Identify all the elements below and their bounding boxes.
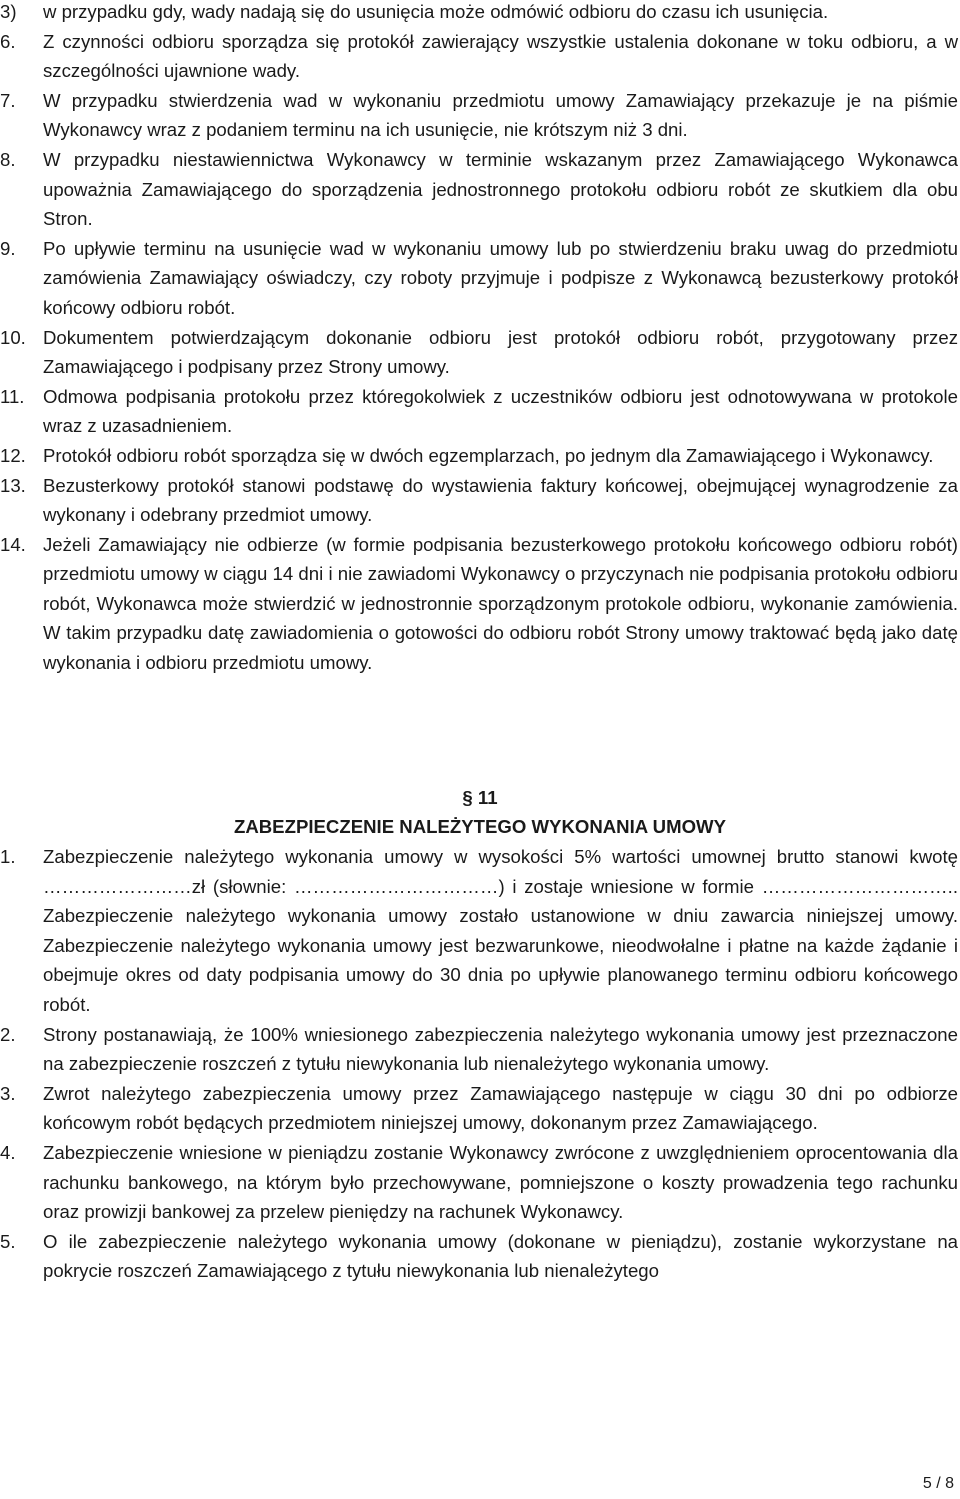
- item-number: 2.: [0, 1023, 16, 1045]
- list-item: [0, 1079, 960, 1138]
- item-text: Zabezpieczenie wniesione w pieniądzu zostanie Wykonawcy zwrócone z uwzględnieniem oprocentowania dla rachunku bankowego, na którym było przechowywane, pomniejszone o koszty prowadzenia tego rachunku oraz prowizji bankowej za przelew pieniędzy na rachunek Wykonawcy.: [43, 1141, 958, 1223]
- item-text: W przypadku niestawiennictwa Wykonawcy w terminie wskazanym przez Zamawiającego Wykonawca upoważnia Zamawiającego do sporządzenia jednostronnego protokołu odbioru robót ze skutkiem dla obu Stron.: [43, 148, 958, 230]
- item-number: 5.: [0, 1230, 16, 1252]
- item-text: Zabezpieczenie należytego wykonania umowy w wysokości 5% wartości umownej brutto stanowi kwotę ……………………zł (słownie: ……………………………) i zostaje wniesione w formie ………………………….. Zabezpieczenie należytego wykonania umowy zostało ustanowione w dniu zawarcia niniejszej umowy. Zabezpieczenie należytego wykonania umowy jest bezwarunkowe, nieodwołalne i płatne na każde żądanie i obejmuje okres od daty podpisania umowy do 30 dnia po upływie planowanego terminu odbioru końcowego robót.: [43, 846, 958, 1015]
- item-text: Protokół odbioru robót sporządza się w dwóch egzemplarzach, po jednym dla Zamawiającego i Wykonawcy.: [43, 444, 934, 466]
- section-number: § 11: [462, 787, 498, 808]
- item-number: 7.: [0, 89, 16, 111]
- item-text: w przypadku gdy, wady nadają się do usunięcia może odmówić odbioru do czasu ich usunięcia.: [43, 1, 829, 22]
- list-item: [0, 27, 960, 86]
- item-text: Odmowa podpisania protokołu przez któregokolwiek z uczestników odbioru jest odnotowywana w protokole wraz z uzasadnieniem.: [43, 385, 958, 437]
- list-item: [0, 842, 960, 1020]
- item-number: 3): [0, 1, 17, 22]
- item-text: O ile zabezpieczenie należytego wykonania umowy (dokonane w pieniądzu), zostanie wykorzystane na pokrycie roszczeń Zamawiającego z tytułu niewykonania lub nienależytego: [43, 1230, 958, 1282]
- item-number: 9.: [0, 237, 16, 259]
- list-item: [0, 1227, 960, 1286]
- clause-list-receipt: [0, 0, 960, 678]
- list-item: [0, 382, 960, 441]
- item-text: Po upływie terminu na usunięcie wad w wykonaniu umowy lub po stwierdzeniu braku uwag do przedmiotu zamówienia Zamawiający oświadczy, czy roboty przyjmuje i podpisze z Wykonawcą bezusterkowy protokół końcowy odbioru robót.: [43, 237, 958, 318]
- item-text: W przypadku stwierdzenia wad w wykonaniu przedmiotu umowy Zamawiający przekazuje je na piśmie Wykonawcy wraz z podaniem terminu na ich usunięcie, nie krótszym niż 3 dni.: [43, 89, 958, 141]
- section-title: ZABEZPIECZENIE NALEŻYTEGO WYKONANIA UMOWY: [233, 816, 727, 837]
- item-number: 4.: [0, 1141, 16, 1163]
- item-number: 11.: [0, 385, 25, 407]
- list-item: [0, 1138, 960, 1227]
- list-item: [0, 471, 960, 530]
- item-number: 3.: [0, 1082, 16, 1104]
- item-number: 13.: [0, 474, 26, 496]
- item-number: 1.: [0, 846, 16, 867]
- item-number: 10.: [0, 326, 26, 348]
- list-item: [0, 1020, 960, 1079]
- list-item: [0, 234, 960, 323]
- item-text: Z czynności odbioru sporządza się protokół zawierający wszystkie ustalenia dokonane w toku odbioru, a w szczególności ujawnione wady.: [43, 30, 958, 82]
- list-item: [0, 145, 960, 234]
- item-text: Bezusterkowy protokół stanowi podstawę do wystawienia faktury końcowej, obejmującej wynagrodzenie za wykonany i odebrany przedmiot umowy.: [43, 474, 958, 526]
- list-item: [0, 530, 960, 678]
- clause-list-security: [0, 842, 960, 1286]
- item-text: Dokumentem potwierdzającym dokonanie odbioru jest protokół odbioru robót, przygotowany przez Zamawiającego i podpisany przez Strony umowy.: [43, 326, 958, 378]
- list-item: [0, 323, 960, 382]
- item-text: Strony postanawiają, że 100% wniesionego zabezpieczenia należytego wykonania umowy jest przeznaczone na zabezpieczenie roszczeń z tytułu niewykonania lub nienależytego wykonania umowy.: [43, 1023, 958, 1075]
- item-number: 12.: [0, 444, 26, 466]
- list-item: [0, 86, 960, 145]
- item-text: Zwrot należytego zabezpieczenia umowy przez Zamawiającego następuje w ciągu 30 dni po odbiorze końcowym robót będących przedmiotem niniejszej umowy, dokonanym przez Zamawiającego.: [43, 1082, 958, 1134]
- item-text: Jeżeli Zamawiający nie odbierze (w formie podpisania bezusterkowego protokołu końcowego odbioru robót) przedmiotu umowy w ciągu 14 dni i nie zawiadomi Wykonawcy o przyczynach nie podpisania protokołu odbioru robót, Wykonawca może stwierdzić w jednostronnie sporządzonym protokole odbioru, wykonanie zamówienia. W takim przypadku datę zawiadomienia o gotowości do odbioru robót Strony umowy traktować będą jako datę wykonania i odbioru przedmiotu umowy.: [43, 533, 958, 674]
- item-number: 6.: [0, 30, 16, 52]
- item-number: 8.: [0, 148, 16, 170]
- list-item: [0, 0, 960, 27]
- item-number: 14.: [0, 533, 26, 555]
- list-item: [0, 441, 960, 471]
- page-number: 5 / 8: [922, 1475, 954, 1492]
